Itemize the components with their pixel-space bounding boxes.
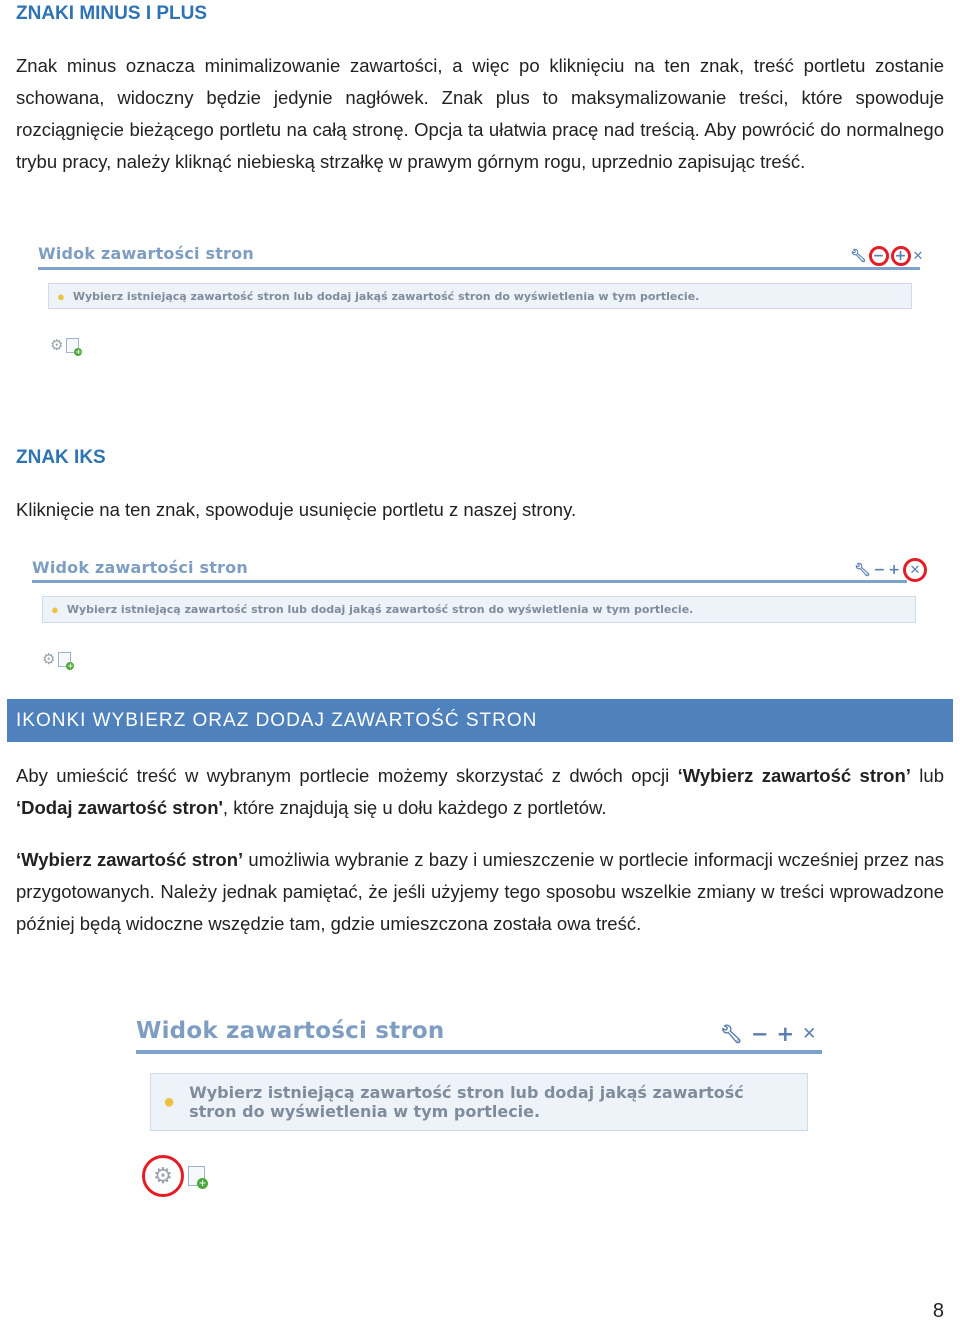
portlet-tools	[42, 650, 74, 670]
portlet-screenshot-1	[38, 244, 924, 356]
add-content-page-icon[interactable]: +	[66, 338, 79, 353]
plus-icon[interactable]: +	[776, 1022, 795, 1046]
minus-icon[interactable]: −	[869, 246, 889, 266]
portlet-info-message: Wybierz istniejącą zawartość stron lub dodaj jakąś zawartość stron do wyświetlenia w tym portlecie.	[66, 603, 694, 616]
portlet-controls	[850, 246, 923, 266]
portlet-title: Widok zawartości stron	[38, 244, 254, 263]
paragraph-options-text: , które znajdują się u dołu każdego z portletów.	[222, 797, 607, 818]
lightbulb-icon: ●	[163, 1090, 176, 1113]
paragraph-iks: Kliknięcie na ten znak, spowoduje usunięcie portletu z naszej strony.	[16, 499, 577, 520]
portlet-info-message-line: stron do wyświetlenia w tym portlecie.	[189, 1102, 541, 1121]
portlet-tools	[142, 1155, 205, 1197]
lightbulb-icon: ●	[57, 288, 65, 304]
minus-icon[interactable]: −	[750, 1022, 769, 1046]
paragraph-minus-plus: Znak minus oznacza minimalizowanie zawartości, a więc po kliknięciu na ten znak, treść portletu zostanie schowana, widoczny będzie jedynie nagłówek. Znak plus to maksymalizowanie treści, które spowoduje rozciągnięcie bieżącego portletu na całą stronę. Opcja ta ułatwia pracę nad treścią. Aby powrócić do normalnego trybu pracy, należy kliknąć niebieską strzałkę w prawym górnym rogu, uprzednio zapisując treść.	[16, 55, 944, 172]
add-content-page-icon[interactable]: +	[58, 652, 71, 667]
portlet-info-box	[42, 596, 916, 623]
select-content-gear-icon[interactable]: ⚙	[142, 1155, 184, 1197]
lightbulb-icon: ●	[51, 602, 59, 617]
page-number: 8	[932, 1300, 944, 1322]
plus-icon[interactable]: +	[891, 246, 911, 266]
minus-icon[interactable]: −	[873, 562, 886, 578]
portlet-controls	[720, 1022, 816, 1046]
plus-icon[interactable]: +	[888, 562, 900, 578]
add-content-page-icon[interactable]: +	[188, 1166, 205, 1186]
portlet-info-message-line: Wybierz istniejącą zawartość stron lub dodaj jakąś zawartość	[189, 1083, 744, 1102]
paragraph-select-content	[16, 844, 944, 940]
paragraph-options-text: Aby umieścić treść w wybranym portlecie możemy skorzystać z dwóch opcji	[16, 765, 678, 786]
section-banner-icons: IKONKI WYBIERZ ORAZ DODAJ ZAWARTOŚĆ STRON	[7, 699, 953, 742]
portlet-screenshot-2	[32, 558, 932, 670]
wrench-icon[interactable]: 🔧︎	[850, 248, 867, 264]
portlet-tools	[50, 336, 82, 356]
close-icon[interactable]: ✕	[912, 248, 924, 264]
portlet-controls	[854, 558, 927, 582]
section-heading-iks: ZNAK IKS	[16, 447, 106, 468]
portlet-info-box	[48, 283, 912, 309]
option-select-content: ‘Wybierz zawartość stron’	[677, 765, 911, 786]
wrench-icon[interactable]: 🔧︎	[854, 562, 871, 578]
portlet-title-underline	[32, 580, 907, 583]
portlet-info-message	[189, 1083, 744, 1121]
paragraph-options-text: lub	[910, 765, 944, 786]
portlet-info-box	[150, 1073, 808, 1131]
select-content-gear-icon[interactable]: ⚙	[42, 651, 56, 668]
portlet-title: Widok zawartości stron	[136, 1018, 445, 1044]
paragraph-options	[16, 760, 944, 824]
option-add-content: ‘Dodaj zawartość stron'	[16, 797, 223, 818]
close-icon[interactable]: ✕	[903, 558, 927, 582]
close-icon[interactable]: ✕	[802, 1024, 817, 1044]
portlet-title: Widok zawartości stron	[32, 558, 248, 577]
portlet-title-underline	[38, 267, 920, 270]
paragraph-select-content-text: umożliwia wybranie z bazy i umieszczenie w portlecie informacji wcześniej przez nas przygotowanych. Należy jednak pamiętać, że jeśli użyjemy tego sposobu wszelkie zmiany w treści wprowadzone później będą widoczne wszędzie tam, gdzie umieszczona została owa treść.	[16, 849, 944, 934]
option-select-content: ‘Wybierz zawartość stron’	[16, 849, 244, 870]
section-heading-minus-plus: ZNAKI MINUS I PLUS	[16, 3, 208, 24]
wrench-icon[interactable]: 🔧︎	[720, 1023, 743, 1045]
portlet-title-underline	[136, 1050, 822, 1054]
portlet-screenshot-3	[136, 1018, 824, 1208]
select-content-gear-icon[interactable]: ⚙	[50, 337, 64, 354]
portlet-info-message: Wybierz istniejącą zawartość stron lub dodaj jakąś zawartość stron do wyświetlenia w tym portlecie.	[72, 289, 700, 303]
